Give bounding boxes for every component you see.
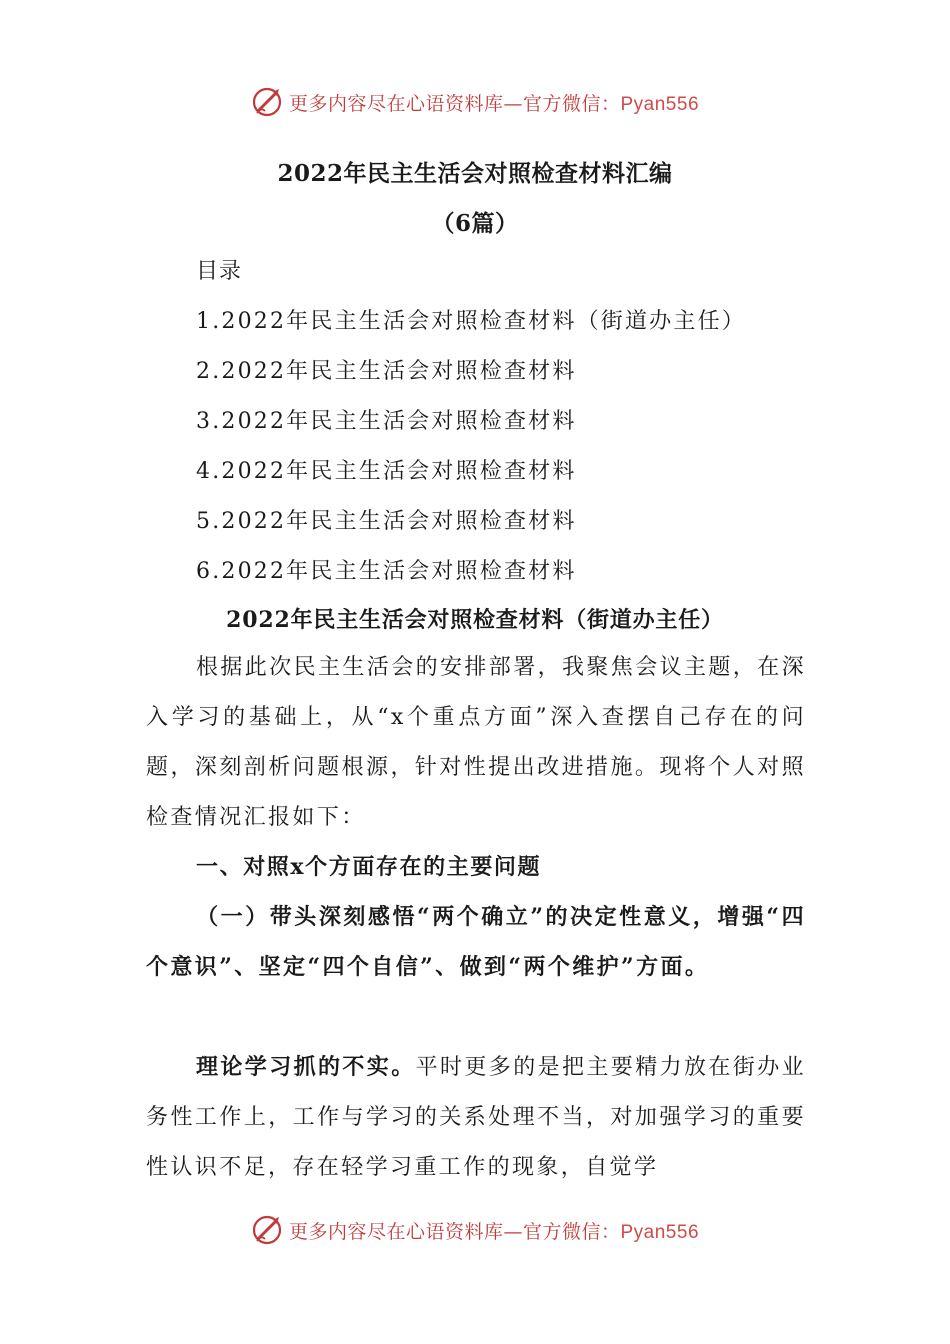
toc-label: 目录	[196, 259, 243, 284]
point-paragraph	[146, 1042, 806, 1193]
document-title: 2022年民主生活会对照检查材料汇编	[277, 160, 673, 187]
heading-main-problems: 一、对照x个方面存在的主要问题	[196, 854, 542, 880]
point-lead: 理论学习抓的不实。	[196, 1054, 416, 1080]
watermark-banner-bottom	[0, 1210, 950, 1250]
toc-item: 1.2022年民主生活会对照检查材料（街道办主任）	[196, 309, 746, 334]
section-title: 2022年民主生活会对照检查材料（街道办主任）	[226, 607, 724, 633]
document-subtitle: （6篇）	[431, 210, 519, 237]
toc-item: 4.2022年民主生活会对照检查材料	[196, 459, 577, 484]
toc-item: 3.2022年民主生活会对照检查材料	[196, 409, 577, 434]
toc-item: 6.2022年民主生活会对照检查材料	[196, 559, 577, 584]
subheading-paragraph: （一）带头深刻感悟“两个确立”的决定性意义，增强“四个意识”、坚定“四个自信”、做到“两个维护”方面。	[146, 904, 806, 980]
pen-logo-icon	[251, 1213, 285, 1247]
toc-item: 2.2022年民主生活会对照检查材料	[196, 359, 577, 384]
watermark-text: 更多内容尽在心语资料库—官方微信：Pyan556	[288, 92, 700, 115]
pen-logo-icon	[251, 85, 285, 119]
point-body: 平时更多的是把主要精力放在街办业务性工作上，工作与学习的关系处理不当，对加强学习的重要性认识不足，存在轻学习重工作的现象，自觉学	[146, 1055, 807, 1180]
toc-item: 5.2022年民主生活会对照检查材料	[196, 509, 577, 534]
watermark-text: 更多内容尽在心语资料库—官方微信：Pyan556	[288, 1220, 700, 1243]
intro-paragraph: 根据此次民主生活会的安排部署，我聚焦会议主题，在深入学习的基础上，从“x个重点方面”深入查摆自己存在的问题，深刻剖析问题根源，针对性提出改进措施。现将个人对照检查情况汇报如下：	[146, 655, 807, 830]
watermark-banner-top	[0, 82, 950, 122]
